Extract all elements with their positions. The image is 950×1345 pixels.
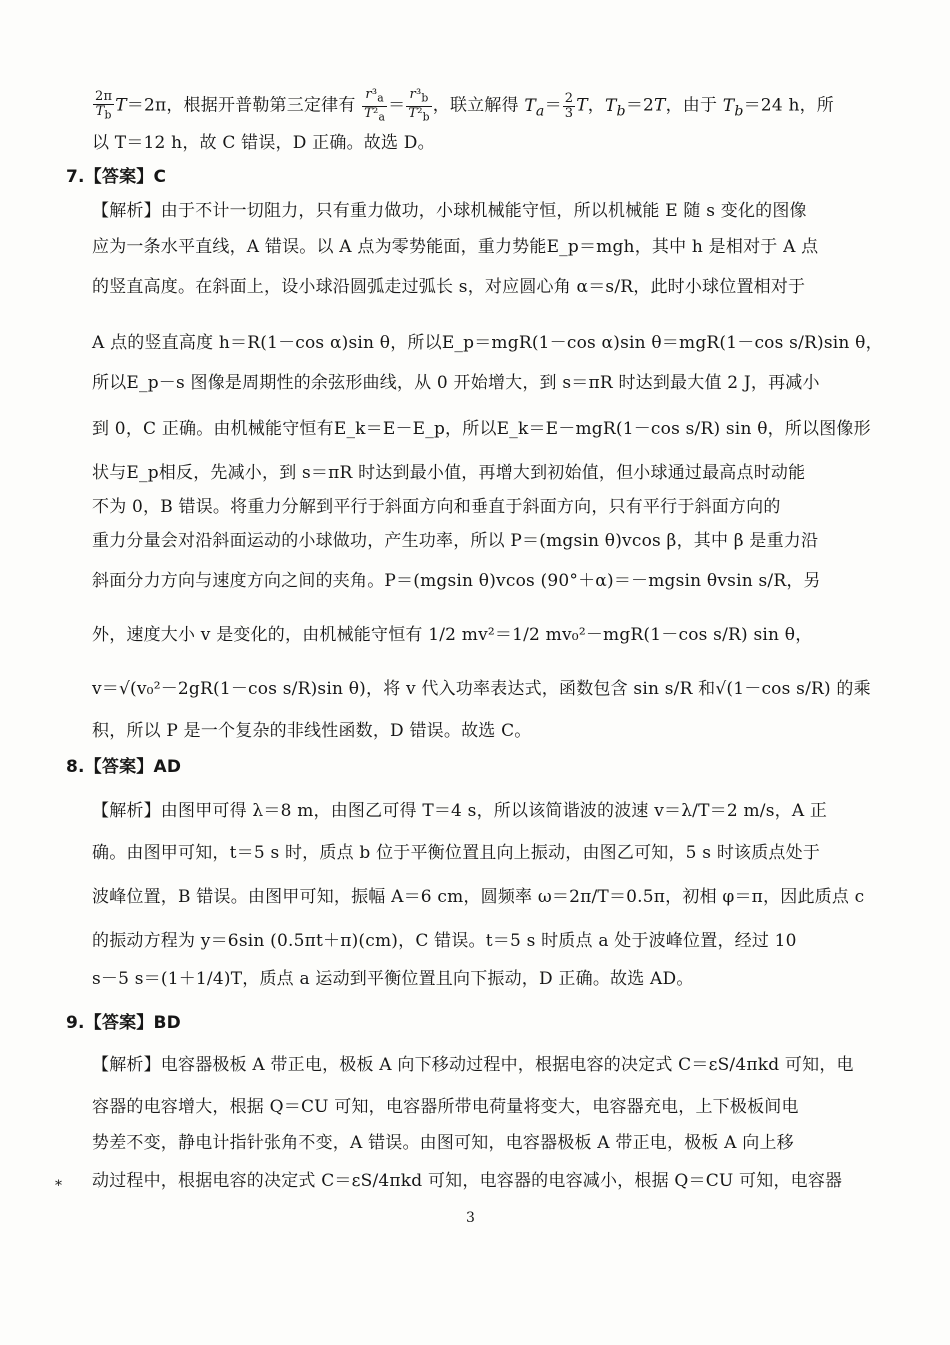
answer-heading: 7.【答案】C (66, 167, 167, 187)
text-line: 所以E_p－s 图像是周期性的余弦形曲线，从 0 开始增大，到 s＝πR 时达到最大值 2 J，再减小 (92, 373, 820, 393)
text-line: 不为 0，B 错误。将重力分解到平行于斜面方向和垂直于斜面方向，只有平行于斜面方向的 (92, 497, 781, 517)
text-line: 的振动方程为 y＝6sin (0.5πt＋π)(cm)，C 错误。t＝5 s 时质点 a 处于波峰位置，经过 10 (92, 931, 797, 951)
text-line: A 点的竖直高度 h＝R(1－cos α)sin θ，所以E_p＝mgR(1－cos α)sin θ＝mgR(1－cos s/R)sin θ， (92, 333, 883, 353)
text-line: 到 0，C 正确。由机械能守恒有E_k＝E－E_p，所以E_k＝E－mgR(1－cos s/R) sin θ，所以图像形 (92, 419, 871, 439)
text-line: 重力分量会对沿斜面运动的小球做功，产生功率，所以 P＝(mgsin θ)vcos β，其中 β 是重力沿 (92, 531, 819, 551)
text-line: 外，速度大小 v 是变化的，由机械能守恒有 1/2 mv²＝1/2 mv₀²－mgR(1－cos s/R) sin θ， (92, 625, 813, 645)
answer-heading: 9.【答案】BD (66, 1013, 181, 1033)
text-line: 确。由图甲可知，t＝5 s 时，质点 b 位于平衡位置且向上振动，由图乙可知，5 s 时该质点处于 (92, 843, 821, 863)
text-line: 积，所以 P 是一个复杂的非线性函数，D 错误。故选 C。 (92, 721, 532, 741)
text-line: $\frac{2\pi}{T_b}$ T＝2π，根据开普勒第三定律有 $\frac{r^3_a}{T^2_a}$ ＝ $\frac{r^3_b}{T^2_b}$ ，联立解得 $T_a=$ $\frac{2}{3}$ T，$T_b=2T$，由于 $T_b=24$ h，所 (95, 87, 834, 124)
text-line: 斜面分力方向与速度方向之间的夹角。P＝(mgsin θ)vcos (90°＋α)＝－mgsin θvsin s/R，另 (92, 571, 821, 591)
text-line: 波峰位置，B 错误。由图甲可知，振幅 A＝6 cm，圆频率 ω＝2π/T＝0.5π，初相 φ＝π，因此质点 c (92, 887, 865, 907)
text-line: 势差不变，静电计指针张角不变，A 错误。由图可知，电容器极板 A 带正电，极板 A 向上移 (92, 1133, 794, 1153)
margin-mark: * (55, 1178, 62, 1194)
text-line: 【解析】电容器极板 A 带正电，极板 A 向下移动过程中，根据电容的决定式 C＝εS/4πkd 可知，电 (92, 1055, 854, 1075)
answer-heading: 8.【答案】AD (66, 757, 182, 777)
text-line: v＝√(v₀²－2gR(1－cos s/R)sin θ)，将 v 代入功率表达式，函数包含 sin s/R 和√(1－cos s/R) 的乘 (92, 679, 871, 699)
text-line: 【解析】由图甲可得 λ＝8 m，由图乙可得 T＝4 s，所以该简谐波的波速 v＝λ/T＝2 m/s，A 正 (92, 801, 828, 821)
text-line: s－5 s＝(1＋1/4)T，质点 a 运动到平衡位置且向下振动，D 正确。故选 AD。 (92, 969, 694, 989)
text-line: 状与E_p相反，先减小，到 s＝πR 时达到最小值，再增大到初始值，但小球通过最高点时动能 (92, 463, 806, 483)
text-line: 容器的电容增大，根据 Q＝CU 可知，电容器所带电荷量将变大，电容器充电，上下极板间电 (92, 1097, 799, 1117)
page-number: 3 (466, 1210, 475, 1226)
text-line: 应为一条水平直线，A 错误。以 A 点为零势能面，重力势能E_p＝mgh，其中 h 是相对于 A 点 (92, 237, 819, 257)
text-line: 以 T＝12 h，故 C 错误，D 正确。故选 D。 (92, 133, 435, 153)
text-line: 动过程中，根据电容的决定式 C＝εS/4πkd 可知，电容器的电容减小，根据 Q＝CU 可知，电容器 (92, 1171, 843, 1191)
text-line: 的竖直高度。在斜面上，设小球沿圆弧走过弧长 s，对应圆心角 α＝s/R，此时小球位置相对于 (92, 277, 806, 297)
text-line: 【解析】由于不计一切阻力，只有重力做功，小球机械能守恒，所以机械能 E 随 s 变化的图像 (92, 201, 807, 221)
